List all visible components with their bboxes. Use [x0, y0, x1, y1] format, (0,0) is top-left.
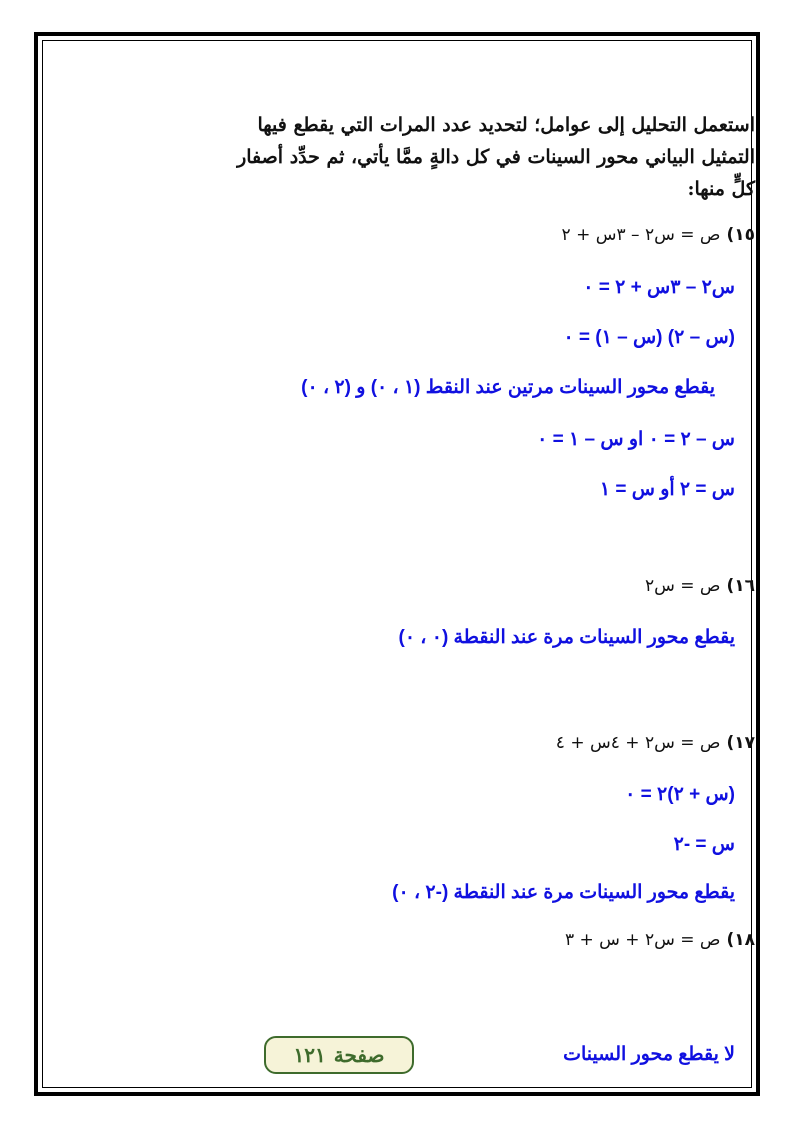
worksheet-content [60, 0, 755, 1131]
page-number-badge [264, 1036, 414, 1074]
problem-equation: ص = س٢ [644, 576, 721, 596]
problem-number: ١٥) [726, 225, 755, 245]
page-badge-number: ١٢١ [293, 1043, 326, 1067]
problem-15-header [562, 225, 755, 245]
intro-line-2: التمثيل البياني محور السينات في كل دالةٍ ممَّا يأتي، ثم حدِّد أصفار [237, 146, 755, 168]
problem-number: ١٨) [726, 930, 755, 950]
problem-equation: ص = س٢ + س + ٣ [564, 930, 721, 950]
answer-line: يقطع محور السينات مرتين عند النقط (١ ، ٠) و (٢ ، ٠) [301, 377, 715, 398]
problem-number: ١٧) [726, 733, 755, 753]
answer-line: س = -٢ [673, 834, 735, 855]
intro-line-3: كلٍّ منها: [687, 178, 755, 200]
answer-line: س = ٢ أو س = ١ [599, 479, 735, 500]
answer-line: يقطع محور السينات مرة عند النقطة (-٢ ، ٠) [392, 882, 735, 903]
problem-18-header [565, 930, 755, 950]
intro-line-1: استعمل التحليل إلى عوامل؛ لتحديد عدد المرات التي يقطع فيها [257, 114, 755, 136]
page-badge-word: صفحة [333, 1043, 385, 1067]
problem-equation: ص = س٢ + ٤س + ٤ [555, 733, 721, 753]
answer-line: (س + ٢)٢ = ٠ [625, 784, 735, 805]
answer-line: يقطع محور السينات مرة عند النقطة (٠ ، ٠) [398, 627, 735, 648]
problem-16-header [645, 576, 755, 596]
problem-number: ١٦) [726, 576, 755, 596]
answer-line: لا يقطع محور السينات [563, 1044, 735, 1065]
answer-line: س – ٢ = ٠ او س – ١ = ٠ [537, 429, 735, 450]
problem-equation: ص = س٢ – ٣س + ٢ [561, 225, 721, 245]
problem-17-header [556, 733, 755, 753]
answer-line: (س – ٢) (س – ١) = ٠ [563, 327, 735, 348]
answer-line: س٢ – ٣س + ٢ = ٠ [583, 277, 735, 298]
